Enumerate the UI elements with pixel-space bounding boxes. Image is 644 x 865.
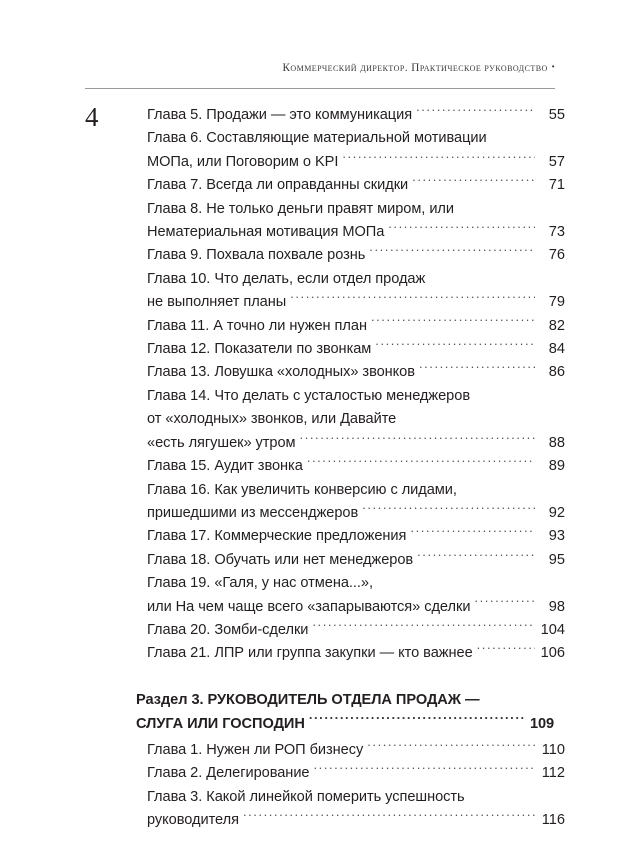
toc-entry-line-final <box>136 809 565 832</box>
toc-dot-leader <box>358 502 535 517</box>
toc-entry-line-continued <box>136 786 565 809</box>
toc-page-number: 110 <box>541 741 565 758</box>
toc-page-number: 95 <box>548 551 565 568</box>
toc-entry-line-continued <box>136 198 565 221</box>
toc-entry-line-continued <box>136 127 565 150</box>
toc-entry-line-continued <box>136 268 565 291</box>
toc-dot-leader <box>365 245 535 260</box>
toc-entry-line-final <box>136 315 565 338</box>
toc-dot-leader <box>367 315 535 330</box>
toc-entry-title: Глава 6. Составляющие материальной мотивации <box>147 130 487 147</box>
toc-entry-title: «есть лягушек» утром <box>147 434 296 451</box>
toc-dot-leader <box>412 104 535 119</box>
toc-entry-line-final <box>136 549 565 572</box>
toc-dot-leader <box>296 432 535 447</box>
toc-chapter-entry[interactable] <box>136 479 565 526</box>
toc-entry-line-continued <box>136 688 554 713</box>
toc-page-number: 104 <box>540 621 565 638</box>
toc-page-number: 73 <box>548 224 565 241</box>
toc-dot-leader <box>473 643 535 658</box>
toc-entry-line-final <box>136 525 565 548</box>
toc-entry-title: Глава 1. Нужен ли РОП бизнесу <box>147 741 364 758</box>
toc-entry-line-final <box>136 739 565 762</box>
toc-entry-title: МОПа, или Поговорим о KPI <box>147 153 339 170</box>
toc-page-number: 82 <box>548 317 565 334</box>
toc-dot-leader <box>305 714 524 729</box>
toc-page-number: 106 <box>540 645 565 662</box>
toc-entry-title: Глава 21. ЛПР или группа закупки — кто важнее <box>147 645 473 662</box>
toc-chapter-entry[interactable] <box>136 268 565 315</box>
toc-dot-leader <box>310 763 536 778</box>
toc-page-number: 109 <box>529 716 554 733</box>
toc-page-number: 86 <box>548 364 565 381</box>
toc-entry-title: Глава 2. Делегирование <box>147 765 310 782</box>
toc-chapter-entry[interactable] <box>136 572 565 619</box>
toc-chapter-entry[interactable] <box>136 762 565 785</box>
toc-section-entry[interactable] <box>136 688 554 737</box>
toc-entry-title: Глава 18. Обучать или нет менеджеров <box>147 551 414 568</box>
toc-entry-line-final <box>136 291 565 314</box>
toc-page-number: 84 <box>548 341 565 358</box>
toc-chapter-entry[interactable] <box>136 525 565 548</box>
toc-dot-leader <box>338 151 535 166</box>
toc-entry-line-final <box>136 104 565 127</box>
toc-entry-title: Глава 11. А точно ли нужен план <box>147 317 367 334</box>
toc-entry-line-final <box>136 455 565 478</box>
toc-entry-line-final <box>136 361 565 384</box>
toc-entry-title: Глава 13. Ловушка «холодных» звонков <box>147 364 415 381</box>
running-head-rule <box>85 88 555 89</box>
toc-dot-leader <box>470 596 535 611</box>
toc-page-number: 92 <box>548 504 565 521</box>
toc-entry-line-final <box>136 151 565 174</box>
toc-entry-title: Глава 8. Не только деньги правят миром, или <box>147 200 454 217</box>
toc-page-number: 89 <box>548 458 565 475</box>
toc-page-number: 57 <box>548 153 565 170</box>
toc-entry-line-final <box>136 244 565 267</box>
toc-dot-leader <box>308 619 535 634</box>
toc-chapter-entry[interactable] <box>136 127 565 174</box>
running-head <box>85 62 555 74</box>
toc-dot-leader <box>371 338 535 353</box>
toc-dot-leader <box>406 526 535 541</box>
toc-entry-line-continued <box>136 385 565 408</box>
toc-chapter-entry[interactable] <box>136 739 565 762</box>
page-number-folio: 4 <box>85 102 99 132</box>
toc-dot-leader <box>239 810 535 825</box>
toc-page-number: 88 <box>548 434 565 451</box>
toc-entry-title: Глава 14. Что делать с усталостью менеджеров <box>147 387 471 404</box>
toc-entry-title: не выполняет планы <box>147 294 287 311</box>
toc-chapter-entry[interactable] <box>136 549 565 572</box>
running-head-bullet-icon: • <box>551 62 555 71</box>
toc-entry-line-final <box>136 642 565 665</box>
toc-page-number: 71 <box>548 177 565 194</box>
toc-entry-title: от «холодных» звонков, или Давайте <box>147 411 397 428</box>
toc-dot-leader <box>408 175 535 190</box>
toc-entry-line-final <box>136 174 565 197</box>
toc-page-number: 112 <box>541 765 565 782</box>
toc-dot-leader <box>415 362 535 377</box>
toc-entry-title: Глава 17. Коммерческие предложения <box>147 528 407 545</box>
toc-chapter-entry[interactable] <box>136 315 565 338</box>
toc-dot-leader <box>413 549 535 564</box>
toc-entry-title: Глава 10. Что делать, если отдел продаж <box>147 270 426 287</box>
toc-entry-line-final <box>136 596 565 619</box>
toc-page-number: 79 <box>548 294 565 311</box>
toc-entry-title: Глава 7. Всегда ли оправданны скидки <box>147 177 409 194</box>
toc-entry-line-final <box>136 338 565 361</box>
toc-entry-title: пришедшими из мессенджеров <box>147 504 359 521</box>
toc-entry-title: Раздел 3. РУКОВОДИТЕЛЬ ОТДЕЛА ПРОДАЖ — <box>136 691 480 708</box>
toc-dot-leader <box>384 221 535 236</box>
table-of-contents <box>136 104 565 833</box>
toc-page-number: 98 <box>548 598 565 615</box>
toc-entry-line-final <box>136 221 565 244</box>
toc-chapter-entry[interactable] <box>136 198 565 245</box>
toc-entry-title: СЛУГА ИЛИ ГОСПОДИН <box>136 716 305 733</box>
toc-entry-title: Глава 5. Продажи — это коммуникация <box>147 107 413 123</box>
running-head-title: Коммерческий директор. Практическое руководство <box>282 62 548 74</box>
toc-entry-title: Глава 20. Зомби-сделки <box>147 621 309 638</box>
toc-dot-leader <box>363 739 535 754</box>
toc-entry-title: Нематериальная мотивация МОПа <box>147 224 385 241</box>
toc-entry-line-final <box>136 619 565 642</box>
toc-chapter-entry[interactable] <box>136 642 565 665</box>
toc-chapter-entry[interactable] <box>136 104 565 127</box>
toc-entry-line-final <box>136 502 565 525</box>
toc-page-number: 55 <box>548 107 565 123</box>
toc-page-number: 116 <box>541 812 565 829</box>
toc-entry-title: Глава 12. Показатели по звонкам <box>147 341 372 358</box>
toc-entry-line-continued <box>136 572 565 595</box>
toc-entry-line-final <box>136 712 554 737</box>
toc-entry-title: Глава 15. Аудит звонка <box>147 458 303 475</box>
toc-entry-title: руководителя <box>147 812 239 829</box>
toc-entry-line-final <box>136 432 565 455</box>
toc-chapter-entry[interactable] <box>136 361 565 384</box>
toc-page-number: 93 <box>548 528 565 545</box>
toc-entry-line-continued <box>136 408 565 431</box>
toc-page-number: 76 <box>548 247 565 264</box>
toc-entry-title: Глава 16. Как увеличить конверсию с лидами, <box>147 481 457 498</box>
toc-entry-title: Глава 3. Какой линейкой померить успешность <box>147 788 465 805</box>
toc-chapter-entry[interactable] <box>136 455 565 478</box>
toc-chapter-entry[interactable] <box>136 174 565 197</box>
toc-entry-line-final <box>136 762 565 785</box>
toc-chapter-entry[interactable] <box>136 385 565 455</box>
toc-dot-leader <box>303 456 535 471</box>
toc-chapter-entry[interactable] <box>136 338 565 361</box>
toc-entry-title: Глава 19. «Галя, у нас отмена...», <box>147 575 373 592</box>
toc-entry-line-continued <box>136 479 565 502</box>
toc-chapter-entry[interactable] <box>136 619 565 642</box>
toc-entry-title: или На чем чаще всего «запарываются» сделки <box>147 598 471 615</box>
toc-entry-title: Глава 9. Похвала похвале рознь <box>147 247 366 264</box>
toc-chapter-entry[interactable] <box>136 786 565 833</box>
toc-dot-leader <box>286 292 535 307</box>
toc-chapter-entry[interactable] <box>136 244 565 267</box>
